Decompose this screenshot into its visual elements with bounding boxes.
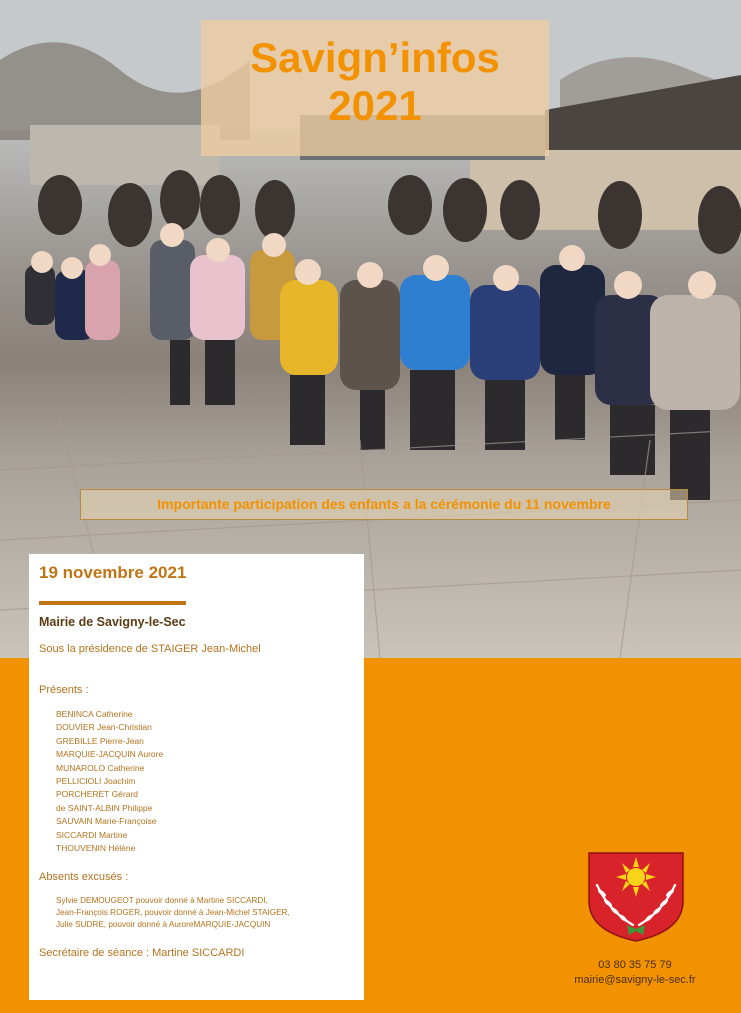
photo-caption [80,489,688,520]
council-minutes-panel [29,554,364,1000]
list-item: Julie SUDRE, pouvoir donné à AuroreMARQUIE-JACQUIN [56,920,271,930]
absents-label: Absents excusés : [39,871,129,883]
list-item: Jean-François ROGER, pouvoir donné à Jean-Michel STAIGER, [56,908,290,918]
masthead-title: Savign’infos [250,34,500,81]
absents-list [56,895,290,932]
heading-divider [39,601,186,605]
list-item: MUNAROLO Catherine [56,762,145,773]
list-item: de SAINT-ALBIN Philippe [56,802,153,813]
list-item: SICCARDI Martine [56,829,128,840]
meeting-date: 19 novembre 2021 [39,563,187,582]
presidence-line: Sous la présidence de STAIGER Jean-Michel [39,643,261,655]
email-address[interactable]: mairie@savigny-le-sec.fr [574,974,696,986]
list-item: PORCHERET Gérard [56,789,139,800]
secretaire-line: Secrétaire de séance : Martine SICCARDI [39,947,245,959]
contact-block [565,958,705,988]
masthead-year: 2021 [328,82,422,129]
list-item: BENINCA Catherine [56,709,133,719]
list-item: SAUVAIN Marie-Françoise [56,816,157,827]
photo-caption-text: Importante participation des enfants a la cérémonie du 11 novembre [157,496,611,512]
masthead [201,20,549,156]
coat-of-arms-icon [587,851,685,943]
presents-list [56,708,163,855]
list-item: MARQUIE-JACQUIN Aurore [56,749,164,760]
presents-label: Présents : [39,684,89,696]
mairie-name: Mairie de Savigny-le-Sec [39,615,186,629]
list-item: PELLICIOLI Joachim [56,776,136,787]
list-item: DOUVIER Jean-Christian [56,722,152,733]
list-item: THOUVENIN Hélène [56,843,136,854]
list-item: GREBILLE Pierre-Jean [56,735,144,746]
list-item: Sylvie DEMOUGEOT pouvoir donné à Martine SICCARDI, [56,896,268,905]
phone-number: 03 80 35 75 79 [598,959,672,971]
